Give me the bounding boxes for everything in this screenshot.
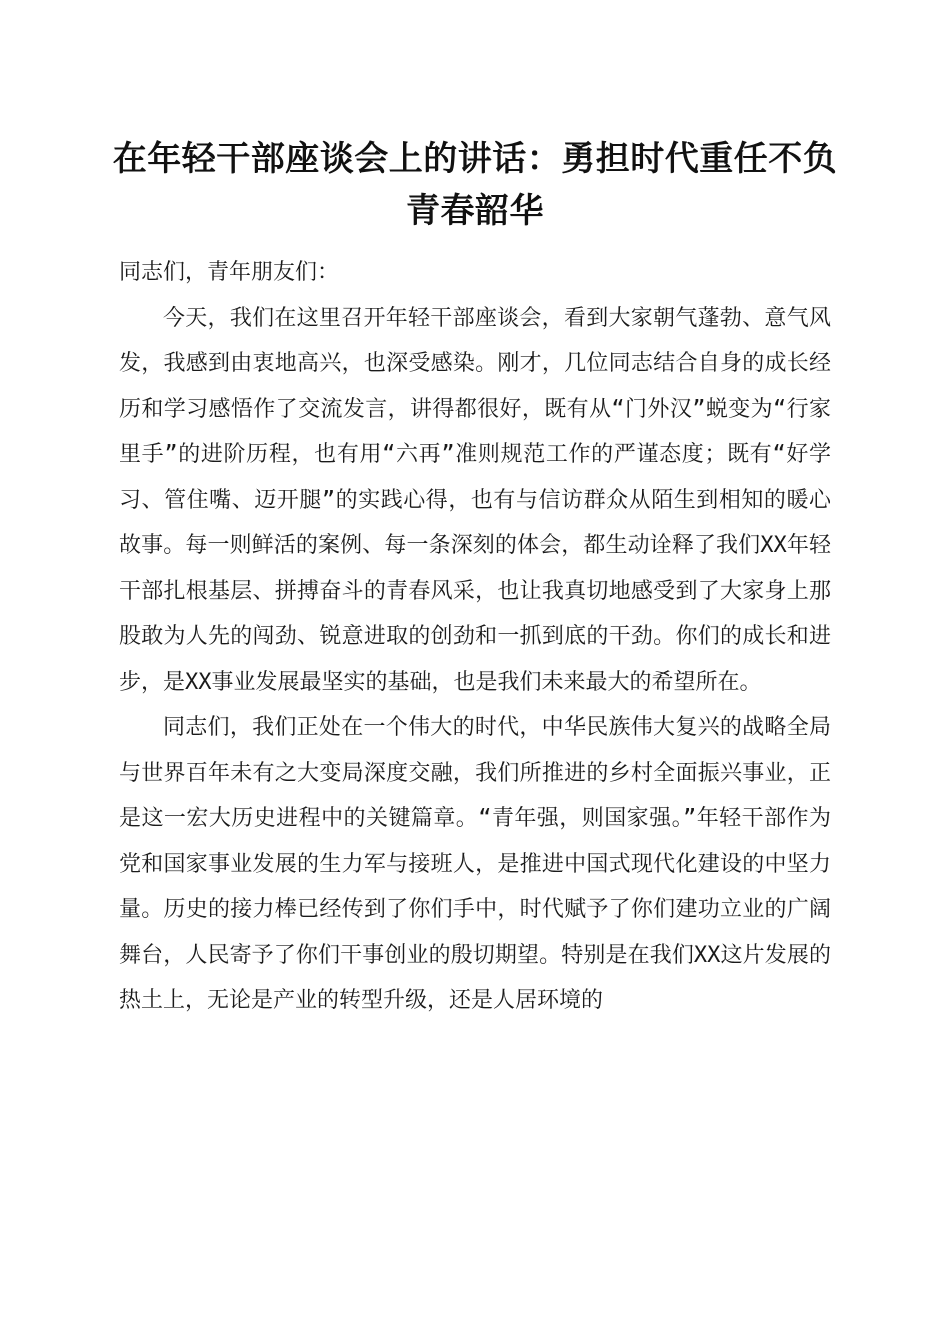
document-title: 在年轻干部座谈会上的讲话：勇担时代重任不负青春韶华 [112, 139, 838, 231]
paragraph-2: 同志们，我们正处在一个伟大的时代，中华民族伟大复兴的战略全局与世界百年未有之大变局深度交融，我们所推进的乡村全面振兴事业，正是这一宏大历史进程中的关键篇章。“青年强，则国家强。”年轻干部作为党和国家事业发展的生力军与接班人，是推进中国式现代化建设的中坚力量。历史的接力棒已经传到了你们手中，时代赋予了你们建功立业的广阔舞台，人民寄予了你们干事创业的殷切期望。特别是在我们XX这片发展的热土上，无论是产业的转型升级，还是人居环境的 [119, 715, 831, 1013]
paragraph-1: 今天，我们在这里召开年轻干部座谈会，看到大家朝气蓬勃、意气风发，我感到由衷地高兴，也深受感染。刚才，几位同志结合自身的成长经历和学习感悟作了交流发言，讲得都很好，既有从“门外汉”蜕变为“行家里手”的进阶历程，也有用“六再”准则规范工作的严谨态度；既有“好学习、管住嘴、迈开腿”的实践心得，也有与信访群众从陌生到相知的暖心故事。每一则鲜活的案例、每一条深刻的体会，都生动诠释了我们XX年轻干部扎根基层、拼搏奋斗的青春风采，也让我真切地感受到了大家身上那股敢为人先的闯劲、锐意进取的创劲和一抓到底的干劲。你们的成长和进步，是XX事业发展最坚实的基础，也是我们未来最大的希望所在。 [119, 305, 831, 695]
salutation: 同志们，青年朋友们： [119, 260, 340, 285]
document-body [119, 250, 831, 1024]
